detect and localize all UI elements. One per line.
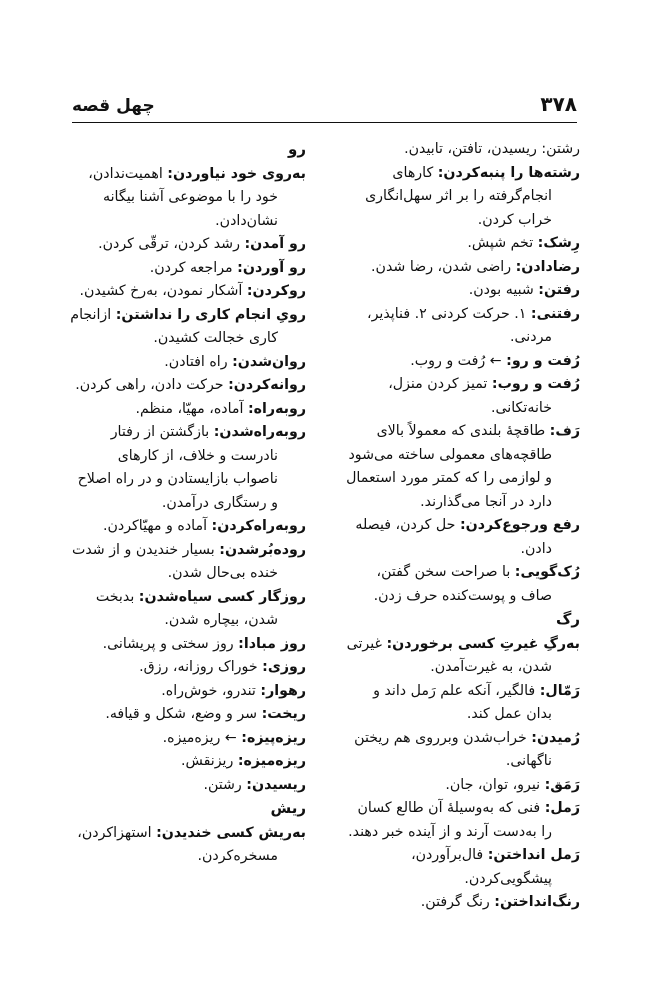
entry-headword: ریزه‌پیزه: <box>241 729 306 746</box>
dictionary-entry <box>344 373 580 420</box>
dictionary-entry <box>344 727 580 774</box>
entry-definition: بدبخت شدن، بیچاره شدن. <box>95 588 278 628</box>
entry-definition: بسیار خندیدن و از شدت خنده بی‌حال شدن. <box>72 541 278 581</box>
entry-definition: حرکت دادن، راهی کردن. <box>75 377 229 393</box>
dictionary-entry <box>344 633 580 680</box>
dictionary-entry <box>70 233 306 257</box>
entry-headword: روانه‌کردن: <box>228 377 306 393</box>
entry-headword: ریخت: <box>261 706 306 722</box>
entry-headword: رنگ‌انداختن: <box>494 894 580 910</box>
dictionary-entry <box>344 279 580 303</box>
dictionary-entry <box>344 420 580 514</box>
entry-headword: رفتنی: <box>530 305 580 322</box>
entry-definition: رنگ گرفتن. <box>420 894 495 910</box>
entry-definition: با صراحت سخن گفتن، صاف و پوست‌کنده حرف زدن. <box>373 564 552 604</box>
entry-definition: اهمیت‌ندادن، خود را با موضوعی آشنا بیگانه نشان‌دادن. <box>88 165 278 229</box>
dictionary-entry <box>70 680 306 704</box>
section-heading <box>344 608 580 633</box>
section-letter: رو <box>288 140 306 158</box>
entry-headword: رفع ورجوع‌کردن: <box>459 517 580 533</box>
entry-definition: نیرو، توان، جان. <box>445 776 545 793</box>
dictionary-entry <box>344 138 580 162</box>
entry-headword: رُک‌گویی: <box>514 564 580 580</box>
entry-definition: شبیه بودن. <box>468 282 539 298</box>
entry-definition: خراب‌شدن وبرروی هم ریختن ناگهانی. <box>354 729 552 769</box>
dictionary-entry <box>70 656 306 680</box>
dictionary-entry <box>70 750 306 774</box>
dictionary-entry <box>70 703 306 727</box>
entry-headword: روزی: <box>262 659 306 675</box>
entry-headword: رضادادن: <box>515 258 580 275</box>
dictionary-entry <box>344 256 580 280</box>
dictionary-entry <box>70 421 306 515</box>
entry-headword: رشته‌ها را پنبه‌کردن: <box>437 164 580 181</box>
dictionary-entry <box>344 232 580 256</box>
dictionary-entry <box>70 280 306 304</box>
entry-headword: ریسیدن: <box>246 776 306 793</box>
dictionary-entry <box>344 514 580 561</box>
dictionary-entry <box>70 398 306 422</box>
entry-headword: رو آوردن: <box>237 259 306 276</box>
dictionary-entry <box>344 561 580 608</box>
section-letter: ریش <box>270 799 306 817</box>
entry-headword: روزگار کسی سیاه‌شدن: <box>138 588 306 605</box>
entry-headword: رَمَق: <box>544 776 580 793</box>
dictionary-entry <box>70 586 306 633</box>
entry-definition: رشد کردن، ترقّی کردن. <box>98 236 245 252</box>
entry-definition: استهزاکردن، مسخره‌کردن. <box>77 824 278 864</box>
dictionary-entry <box>344 680 580 727</box>
entry-headword: رَمل انداختن: <box>487 847 580 863</box>
dictionary-entry <box>70 727 306 751</box>
dictionary-entry <box>344 797 580 844</box>
entry-definition: آماده و مهیّاکردن. <box>102 518 212 534</box>
entry-headword: به‌رگِ غیرتِ کسی برخوردن: <box>386 635 580 652</box>
entry-headword: رهوار: <box>260 682 306 699</box>
dictionary-entry <box>70 515 306 539</box>
entry-definition: کارهای انجام‌گرفته را بر اثر سهل‌انگاری خراب کردن. <box>365 164 552 228</box>
entry-definition: ازانجام کاری خجالت کشیدن. <box>70 306 278 346</box>
dictionary-entry <box>70 304 306 351</box>
page-number: ۳۷۸ <box>540 92 577 116</box>
entry-definition: بازگشتن از رفتار نادرست و خلاف، از کارهای ناصواب بازایستادن و در راه اصلاح و رستگاری درآمدن. <box>77 424 278 511</box>
entry-headword: روز مبادا: <box>238 635 306 652</box>
entry-definition: خوراک روزانه، رزق. <box>139 659 263 675</box>
entry-headword: رو آمدن: <box>244 236 306 252</box>
right-column <box>344 138 580 915</box>
entry-definition: مراجعه کردن. <box>149 259 238 276</box>
entry-headword: روبه‌راه‌کردن: <box>211 518 306 534</box>
entry-headword: روده‌بُرشدن: <box>219 541 306 558</box>
entry-definition: تمیز کردن منزل، خانه‌تکانی. <box>388 376 552 416</box>
section-heading <box>70 138 306 163</box>
entry-headword: رویِ انجام کاری را نداشتن: <box>115 306 306 323</box>
dictionary-entry <box>344 303 580 350</box>
section-letter: رگ <box>556 610 580 628</box>
entry-headword: روان‌شدن: <box>232 353 306 370</box>
entry-definition: ← رُفت و روب. <box>410 352 507 369</box>
entry-definition: رشتن. <box>203 776 247 793</box>
dictionary-entry <box>344 844 580 891</box>
section-heading <box>70 797 306 822</box>
entry-definition: حل کردن، فیصله دادن. <box>355 517 552 557</box>
entry-definition: تخم شپش. <box>467 235 538 251</box>
entry-definition: ← ریزه‌میزه. <box>162 729 242 746</box>
entry-definition: آماده، مهیّا، منظم. <box>135 400 248 417</box>
entry-definition: راه افتادن. <box>164 353 233 370</box>
dictionary-entry <box>70 822 306 869</box>
entry-definition: تندرو، خوش‌راه. <box>161 682 261 699</box>
dictionary-entry <box>70 163 306 234</box>
entry-definition: رشتن: ریسیدن، تافتن، تابیدن. <box>404 141 580 157</box>
entry-headword: ریزه‌میزه: <box>237 753 306 769</box>
dictionary-entry <box>70 633 306 657</box>
entry-definition: روز سختی و پریشانی. <box>102 635 239 652</box>
entry-definition: غیرتی شدن، به غیرت‌آمدن. <box>346 635 552 675</box>
entry-definition: راضی شدن، رضا شدن. <box>371 258 516 275</box>
entry-headword: رِشک: <box>537 235 580 251</box>
entry-headword: روبه‌راه‌شدن: <box>213 424 306 440</box>
entry-headword: روبه‌راه: <box>248 400 306 417</box>
left-column <box>70 138 306 869</box>
entry-headword: به‌ریش کسی خندیدن: <box>156 824 306 841</box>
dictionary-entry <box>70 257 306 281</box>
page-header <box>72 86 577 116</box>
dictionary-entry <box>344 891 580 915</box>
entry-headword: رَمل: <box>544 800 580 816</box>
entry-headword: رَف: <box>549 423 580 439</box>
entry-definition: فنی که به‌وسیلهٔ آن طالع کسان را به‌دست آرند و از آینده خبر دهند. <box>348 800 552 840</box>
header-rule <box>72 122 577 123</box>
entry-definition: سر و وضع، شکل و قیافه. <box>105 706 262 722</box>
entry-headword: رُفت و روب: <box>491 376 580 392</box>
entry-headword: رُفت و رو: <box>506 352 580 369</box>
entry-headword: رُمیدن: <box>531 729 580 746</box>
entry-headword: به‌روی خود نیاوردن: <box>167 165 306 182</box>
entry-headword: روکردن: <box>246 283 306 299</box>
dictionary-entry <box>70 539 306 586</box>
entry-definition: آشکار نمودن، به‌رخ کشیدن. <box>79 283 247 299</box>
dictionary-entry <box>344 774 580 798</box>
dictionary-entry <box>344 162 580 233</box>
dictionary-entry <box>70 774 306 798</box>
entry-definition: طاقچهٔ بلندی که معمولاً بالای طاقچه‌های معمولی ساخته می‌شود و لوازمی را که کمتر مورد استعمال دارد در آنجا می‌گذارند. <box>346 423 552 510</box>
book-title: چهل قصه <box>72 96 155 116</box>
entry-definition: فالگیر، آنکه علم رَمل داند و بدان عمل کند. <box>373 682 552 722</box>
dictionary-entry <box>70 374 306 398</box>
entry-headword: رفتن: <box>538 282 580 298</box>
entry-definition: فال‌برآوردن، پیشگویی‌کردن. <box>411 847 552 887</box>
dictionary-entry <box>344 350 580 374</box>
dictionary-entry <box>70 351 306 375</box>
entry-definition: ریزنقش. <box>180 753 238 769</box>
entry-definition: ۱. حرکت کردنی ۲. فناپذیر، مردنی. <box>366 305 552 345</box>
entry-headword: رَمّال: <box>539 682 580 699</box>
